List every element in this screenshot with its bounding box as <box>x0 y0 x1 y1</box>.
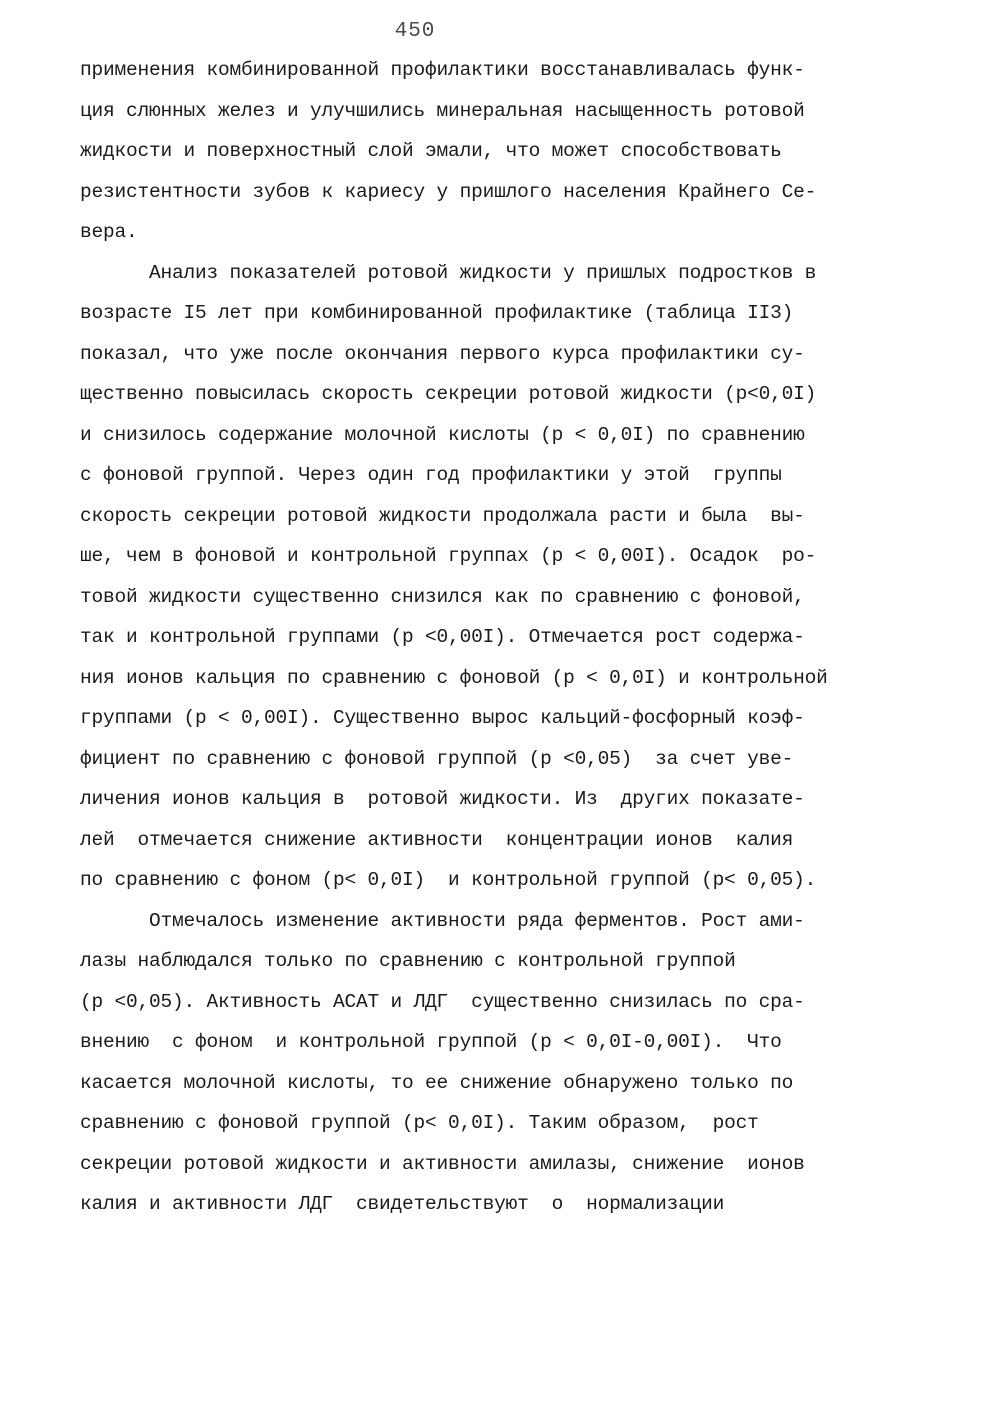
body-text <box>80 50 940 1225</box>
text-line: калия и активности ЛДГ свидетельствуют о нормализации <box>80 1193 725 1215</box>
text-line: (р <0,05). Активность АСАТ и ЛДГ существенно снизилась по сра- <box>80 990 805 1013</box>
text-line: щественно повысилась скорость секреции ротовой жидкости (р<0,0I) <box>80 383 817 405</box>
text-line: резистентности зубов к кариесу у пришлого населения Крайнего Се- <box>80 180 817 203</box>
text-line: личения ионов кальция в ротовой жидкости. Из других показате- <box>80 788 805 810</box>
text-line: лазы наблюдался только по сравнению с контрольной группой <box>80 950 736 972</box>
text-line: товой жидкости существенно снизился как по сравнению с фоновой, <box>80 585 805 608</box>
text-line: ния ионов кальция по сравнению с фоновой (р < 0,0I) и контрольной <box>80 666 828 689</box>
text-line: и снизилось содержание молочной кислоты (р < 0,0I) по сравнению <box>80 423 805 446</box>
text-line: применения комбинированной профилактики восстанавливалась функ- <box>80 59 805 81</box>
text-line: ция слюнных желез и улучшились минеральная насыщенность ротовой <box>80 99 805 122</box>
text-line: внению с фоном и контрольной группой (р < 0,0I-0,00I). Что <box>80 1031 782 1053</box>
text-line: лей отмечается снижение активности концентрации ионов калия <box>80 828 794 851</box>
text-line: так и контрольной группами (р <0,00I). Отмечается рост содержа- <box>80 626 805 648</box>
text-line: по сравнению с фоном (р< 0,0I) и контрольной группой (р< 0,05). <box>80 869 817 891</box>
text-line: ше, чем в фоновой и контрольной группах (р < 0,00I). Осадок ро- <box>80 545 817 567</box>
text-line: вера. <box>80 221 138 243</box>
text-line: сравнению с фоновой группой (р< 0,0I). Таким образом, рост <box>80 1112 759 1134</box>
page-number: 450 <box>394 20 436 43</box>
text-line: с фоновой группой. Через один год профилактики у этой группы <box>80 464 782 486</box>
text-line: жидкости и поверхностный слой эмали, что может способствовать <box>80 140 782 162</box>
text-line: группами (р < 0,00I). Существенно вырос кальций-фосфорный коэф- <box>80 707 805 729</box>
text-line: Отмечалось изменение активности ряда ферментов. Рост ами- <box>80 909 805 932</box>
text-line: Анализ показателей ротовой жидкости у пришлых подростков в <box>80 261 817 284</box>
text-line: скорость секреции ротовой жидкости продолжала расти и была вы- <box>80 504 805 527</box>
text-line: касается молочной кислоты, то ее снижение обнаружено только по <box>80 1071 794 1094</box>
text-line: показал, что уже после окончания первого курса профилактики су- <box>80 342 805 365</box>
text-line: секреции ротовой жидкости и активности амилазы, снижение ионов <box>80 1152 805 1175</box>
text-line: фициент по сравнению с фоновой группой (р <0,05) за счет уве- <box>80 747 794 770</box>
text-line: возрасте I5 лет при комбинированной профилактике (таблица II3) <box>80 302 794 324</box>
